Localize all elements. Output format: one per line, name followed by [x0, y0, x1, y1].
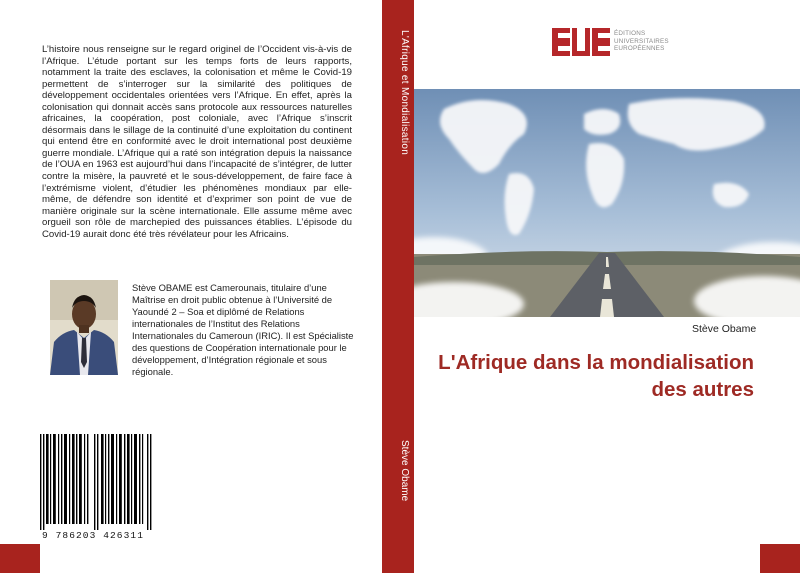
spine-title: L'Afrique et Mondialisation [399, 30, 410, 156]
publisher-name-line: EUROPÉENNES [614, 45, 665, 53]
publisher-name-line: ÉDITIONS [614, 30, 646, 37]
book-title: L'Afrique dans la mondialisation des autres [438, 351, 754, 401]
publisher-name-line: UNIVERSITAIRES [614, 37, 669, 45]
back-cover [0, 0, 382, 573]
back-cover-summary: L’histoire nous renseigne sur le regard originel de l’Occident vis-à-vis de l’Afrique. L’étude portant sur les temps forts de leurs rapports, notamment la traite des esclaves, la colonisation et même le Covid-19 permettent de s’interroger sur la similarité des politiques de développement occidentales orientées vers l’Afrique. En effet, après la colonisation qui donnait accès sans protocole aux ressources naturelles africaines, la coopération, post coloniale, avec l’Afrique s’inscrit désormais dans le sillage de la continuité d’une exploitation du continent qui entend être en conformité avec le droit international post deuxième guerre mondiale. L’Afrique qui a raté son intégration depuis la naissance de l’OUA en 1963 est aujourd’hui dans l’incapacité de s’intégrer, de lutter contre la misère, la pauvreté et le sous-développement, de faire face à l’extrémisme violent, d’étudier les phénomènes mondiaux par elle-même, de défendre son identité et d’exprimer son point de vue de manière originale sur la scène internationale. Elle assume même avec orgueil son rôle de marchepied des puissances établies. L’épisode du Covid-19 aurait donc été très révélateur pour les Africains. [42, 44, 352, 240]
back-bottom-bar [0, 544, 40, 573]
front-bottom-bar [760, 544, 800, 573]
cover-image [414, 89, 800, 317]
author-photo [50, 280, 118, 375]
publisher-logo [552, 28, 610, 56]
author-bio: Stève OBAME est Camerounais, titulaire d’une Maîtrise en droit public obtenue à l’Université de Yaoundé 2 – Soa et diplômé de Relations internationales de l’Institut des Relations Internationales du Cameroun (IRIC). Il est Spécialiste des questions de Coopération internationale pour le développement, d’Intégration régionale et sous régionale. [132, 282, 354, 377]
spine-author: Stève Obame [399, 440, 410, 502]
barcode [38, 434, 154, 530]
isbn-number: 9 786203 426311 [42, 530, 145, 541]
publisher-name [614, 30, 669, 53]
front-author: Stève Obame [692, 323, 757, 335]
